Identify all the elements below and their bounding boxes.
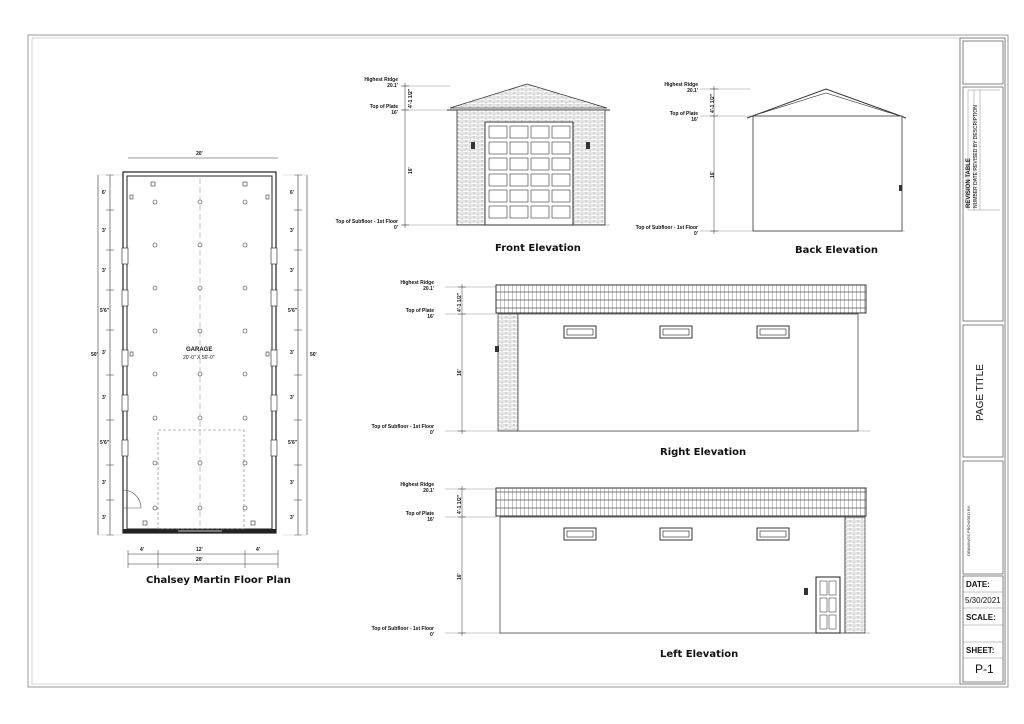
floor-dim-seg-right: 6' [290,190,294,196]
scale-label: SCALE: [966,613,996,622]
floor-dim-seg: 6' [102,190,106,196]
floor-dim-seg-right: 5'6" [288,308,298,314]
back-plate-label: Top of Plate 16' [669,111,698,123]
floor-dim-seg: 3' [102,268,106,274]
left-plate-label: Top of Plate 16' [405,511,434,523]
left-elevation-drawing [445,486,870,636]
right-plate-label: Top of Plate 16' [405,308,434,320]
right-ridge-label: Highest Ridge 20.1' [400,280,434,292]
left-dim-wall: 16' [457,573,463,580]
front-subfloor-label: Top of Subfloor - 1st Floor 0' [335,219,398,231]
floor-dim-left-total: 50' [91,352,98,358]
floor-dim-seg: 3' [102,515,106,521]
back-subfloor-label: Top of Subfloor - 1st Floor 0' [635,225,698,237]
floor-dim-seg: 5'6" [100,308,110,314]
front-dim-wall: 16' [408,167,414,174]
drawings-provided-by: DRAWINGS PROVIDED BY: [966,504,971,556]
left-elevation-caption: Left Elevation [660,649,739,660]
floor-dim-right-total: 50' [310,352,317,358]
revision-table-columns: NUMBER DATE REVISED BY DESCRIPTION [973,105,979,208]
floor-dim-seg: 3' [102,395,106,401]
floor-dim-seg: 3' [102,350,106,356]
right-elevation-drawing [445,284,870,434]
back-dim-wall: 16' [710,171,716,178]
floor-dim-bottom-left: 4' [140,547,144,553]
left-dim-roof: 4'-1 1/2" [457,494,463,514]
sheet-label: SHEET: [966,646,995,655]
date-label: DATE: [966,580,990,589]
floor-dim-seg: 3' [102,228,106,234]
floor-dim-bottom-mid: 12' [196,547,203,553]
back-elevation-caption: Back Elevation [795,245,878,256]
floor-dim-seg-right: 3' [290,268,294,274]
front-elevation-drawing [401,83,610,228]
floor-plan-caption: Chalsey Martin Floor Plan [146,575,291,586]
right-elevation-caption: Right Elevation [660,447,747,458]
floor-plan-drawing [98,158,307,568]
floor-dim-top: 20' [196,151,203,157]
right-dim-roof: 4'-1 1/2" [457,292,463,312]
front-elevation-caption: Front Elevation [495,243,581,254]
front-plate-label: Top of Plate 16' [369,104,398,116]
floor-dim-seg: 3' [102,480,106,486]
right-dim-wall: 16' [457,369,463,376]
floor-dim-seg-right: 5'6" [288,440,298,446]
back-dim-roof: 4'-1 1/2" [710,93,716,113]
floor-dim-seg-right: 3' [290,395,294,401]
room-size: 20'-0" X 50'-0" [183,355,215,361]
date-value: 5/30/2021 [965,596,1001,605]
revision-table-title: REVISION TABLE [966,158,972,208]
left-ridge-label: Highest Ridge 20.1' [400,482,434,494]
back-ridge-label: Highest Ridge 20.1' [664,82,698,94]
floor-dim-bottom-total: 20' [196,557,203,563]
floor-dim-seg-right: 3' [290,480,294,486]
back-elevation-drawing [700,86,906,234]
right-subfloor-label: Top of Subfloor - 1st Floor 0' [371,424,434,436]
room-name: GARAGE [186,347,213,353]
floor-dim-seg-right: 3' [290,350,294,356]
front-dim-roof: 4'-1 1/2" [408,88,414,108]
floor-dim-seg-right: 3' [290,228,294,234]
floor-dim-seg: 5'6" [100,440,110,446]
left-subfloor-label: Top of Subfloor - 1st Floor 0' [371,626,434,638]
floor-dim-seg-right: 3' [290,515,294,521]
page-title: PAGE TITLE [975,364,986,421]
floor-dim-bottom-right: 4' [256,547,260,553]
sheet-value: P-1 [975,662,994,676]
front-ridge-label: Highest Ridge 20.1' [364,77,398,89]
